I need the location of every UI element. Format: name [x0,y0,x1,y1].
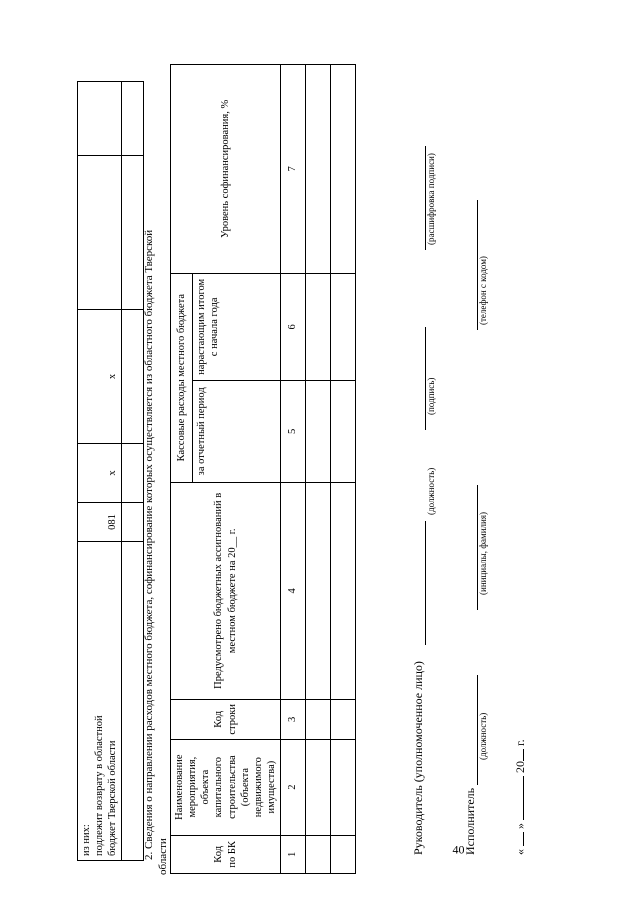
date-year: 20 [513,761,527,773]
cell-empty [78,82,122,156]
table-row [306,65,331,874]
cell-empty [122,444,144,503]
header-kbk: Код по БК [171,835,281,873]
header-period: за отчетный период [192,381,280,483]
signature-caption: (подпись) [426,377,436,415]
day-line [523,832,524,846]
cofinancing-table [170,64,356,874]
executor-position-caption: (должность) [478,712,488,760]
name-caption: (инициалы, фамилия) [478,512,488,595]
date-quote-open: « [513,849,527,855]
month-line [523,776,524,820]
label-line: бюджет Тверской области [107,740,119,856]
cell-empty [122,310,144,444]
col-number: 1 [281,835,306,873]
col-number: 3 [281,700,306,740]
col-number: 7 [281,65,306,274]
header-name: Наименование мероприятия, объекта капитального строительства (объекта недвижимого имущества) [171,739,281,835]
label-line: из них: [81,824,92,856]
date-quote-close: » [513,823,527,829]
table-row [331,65,356,874]
cell-empty [122,503,144,542]
table-row [281,65,306,874]
cell-empty [122,156,144,310]
date-field [513,739,528,855]
label-line: подлежит возврату в областной [94,715,106,856]
header-planned: Предусмотрено бюджетных ассигнований в местном бюджете на 20__ г. [171,482,281,699]
cell-empty [331,65,356,274]
col-number: 6 [281,273,306,380]
executor-label: Исполнитель [463,787,477,855]
position-line [425,521,426,645]
col-number: 4 [281,482,306,699]
cell-empty [306,835,331,873]
table-row [78,82,122,861]
cell-empty [331,700,356,740]
table-row [122,82,144,861]
row-label [78,542,122,861]
position-caption: (должность) [426,467,436,515]
header-cumulative: нарастающим итогом с начала года [192,273,280,380]
year-line [523,749,524,761]
phone-caption: (телефон с кодом) [478,256,488,325]
cell-empty [331,835,356,873]
section-heading: 2. Сведения о направлении расходов местного бюджета, софинансирование которых осуществляется из областного бюджета Тверской [143,229,155,860]
cell-empty [122,82,144,156]
cell-empty [306,381,331,483]
cell-empty [331,381,356,483]
cell-empty [306,65,331,274]
row-code: 081 [78,503,122,542]
cell-x: x [78,444,122,503]
cell-empty [306,739,331,835]
section-heading-cont: области [157,838,169,875]
header-cash: Кассовые расходы местного бюджета [171,273,193,482]
cell-empty [122,542,144,861]
col-number: 5 [281,381,306,483]
decoding-caption: (расшифровка подписи) [426,153,436,245]
cell-empty [306,482,331,699]
return-table [77,81,144,861]
table-header-row [171,65,193,874]
page-number: 40 [452,842,465,857]
cell-empty [306,700,331,740]
header-level: Уровень софинансирования, % [171,65,281,274]
cell-empty [306,273,331,380]
head-label: Руководитель (уполномоченное лицо) [411,661,425,855]
date-suffix: г. [513,739,527,746]
header-code: Код строки [171,700,281,740]
cell-empty [331,273,356,380]
cell-empty [331,482,356,699]
col-number: 2 [281,739,306,835]
cell-empty [78,156,122,310]
cell-x: x [78,310,122,444]
cell-empty [331,739,356,835]
